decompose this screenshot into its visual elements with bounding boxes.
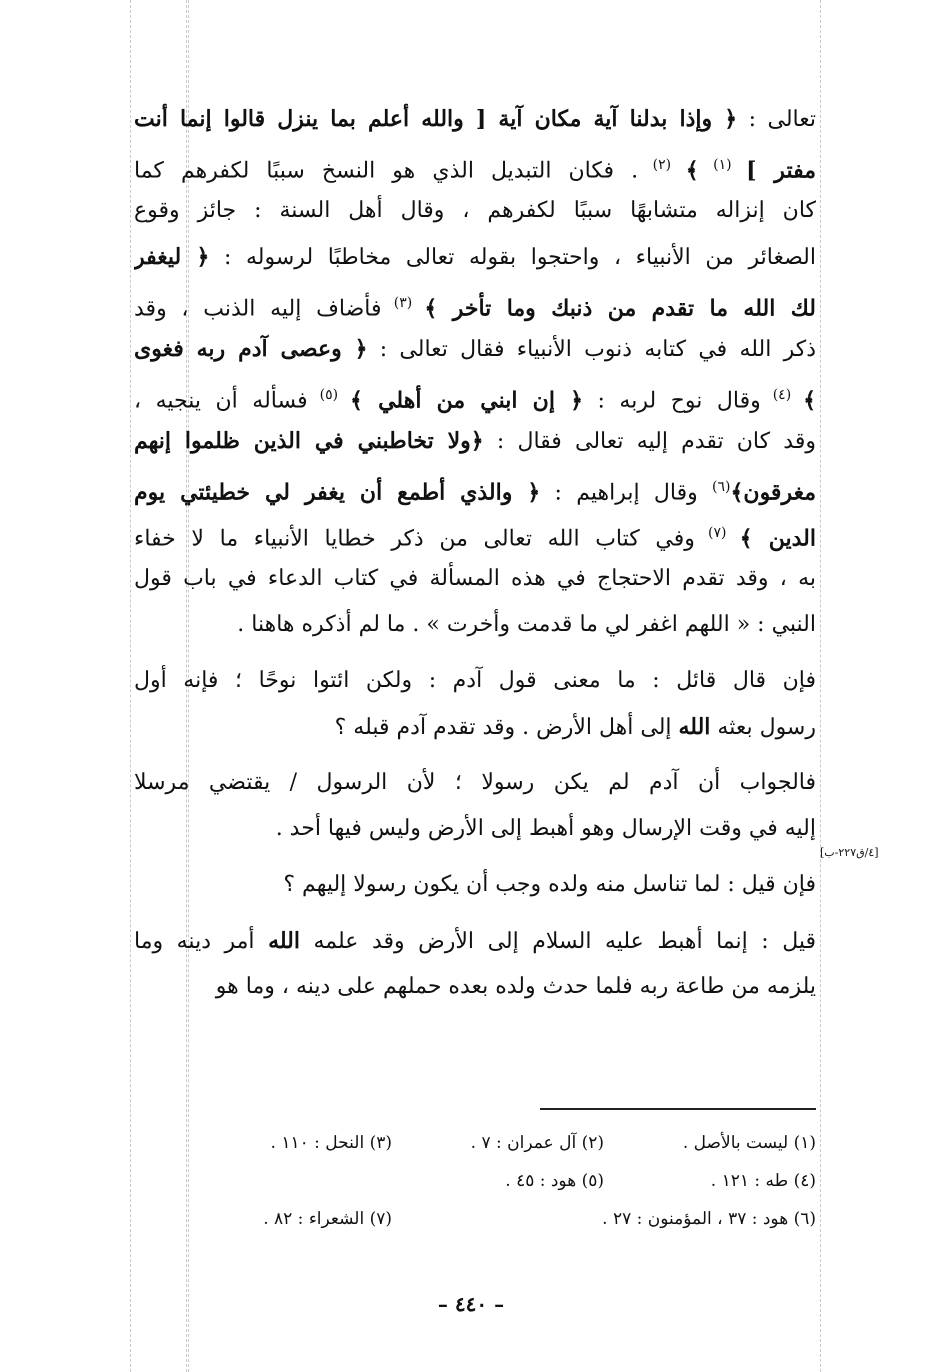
footnote-ref: (٢) (638, 157, 686, 173)
margin-note: [٤/ق٢٢٧-ب] (820, 846, 879, 859)
text-line (134, 372, 816, 418)
text-line (134, 760, 816, 806)
text-line (134, 862, 816, 908)
footnote-row (180, 1162, 816, 1200)
text-line (134, 280, 816, 326)
footnote-separator (540, 1108, 816, 1110)
text-segment: فأضاف إليه الذنب ، وقد (134, 296, 382, 322)
footnote: (٢) آل عمران : ٧ . (470, 1133, 604, 1153)
text-line (134, 418, 816, 464)
quran-verse: الدين ﴾ (739, 525, 816, 552)
text-segment: إلى أهل الأرض . وقد تقدم آدم قبله ؟ (334, 715, 679, 740)
text-segment: يلزمه من طاعة ربه فلما حدث ولده بعده حملهم على دينه ، وما هو (215, 974, 816, 999)
quran-verse: ﴿ وإذا بدلنا آية مكان آية [ والله أعلم بما ينزل قالوا إنما أنت (134, 106, 738, 132)
text-line (134, 658, 816, 704)
paragraph (134, 760, 816, 852)
text-segment: قيل : إنما أهبط عليه السلام إلى الأرض وقد علمه (299, 929, 816, 954)
paragraph (134, 658, 816, 750)
text-segment: كان إنزاله متشابهًا سببًا لكفرهم ، وقال أهل السنة : جائز وقوع (134, 198, 816, 223)
text-segment: النبي : « اللهم اغفر لي ما قدمت وأخرت » . ما لم أذكره هاهنا . (237, 612, 816, 637)
paragraph (134, 918, 816, 1010)
quran-verse: الله (268, 928, 300, 954)
quran-verse: الله (678, 714, 711, 740)
text-segment: وقال إبراهيم : (540, 480, 713, 506)
footnote-ref: (٧) (694, 525, 740, 541)
footnote: (٧) الشعراء : ٨٢ . (263, 1209, 392, 1229)
text-line (134, 326, 816, 372)
text-segment: أمر دينه وما (134, 929, 269, 954)
guide-line (820, 0, 821, 1372)
guide-line (130, 0, 131, 1372)
text-segment: إليه في وقت الإرسال وهو أهبط إلى الأرض وليس فيها أحد . (275, 816, 816, 841)
quran-verse: ﴿ إن ابني من أهلي ﴾ (350, 387, 584, 414)
text-segment: وفي كتاب الله تعالى من ذكر خطايا الأنبياء ما لا خفاء (134, 526, 695, 552)
main-text (134, 96, 816, 1020)
footnote-row (180, 1124, 816, 1162)
text-line (134, 142, 816, 188)
footnote: (٥) هود : ٤٥ . (505, 1171, 604, 1191)
text-segment: وقد كان تقدم إليه تعالى فقال : (483, 429, 816, 454)
text-segment: وقال نوح لربه : (583, 388, 761, 414)
quran-verse: ﴿ولا تخاطبني في الذين ظلموا إنهم (134, 428, 484, 454)
paragraph (134, 96, 816, 648)
page-number: – ٤٤٠ – (437, 1292, 505, 1316)
text-segment: الصغائر من الأنبياء ، واحتجوا بقوله تعالى مخاطبًا لرسوله : (209, 245, 816, 270)
text-segment: فإن قال قائل : ما معنى قول آدم : ولكن ائتوا نوحًا ؛ فإنه أول (134, 668, 816, 693)
quran-verse: مغرقون﴾ (730, 479, 816, 506)
text-segment: . فكان التبديل الذي هو النسخ سببًا لكفرهم كما (134, 158, 639, 184)
text-line (134, 556, 816, 602)
quran-verse: ﴿ ليغفر (134, 244, 210, 270)
text-line (134, 96, 816, 142)
text-line (134, 602, 816, 648)
text-line (134, 806, 816, 852)
text-line (134, 964, 816, 1010)
text-line (134, 510, 816, 556)
footnote: (١) ليست بالأصل . (682, 1133, 816, 1153)
text-line (134, 188, 816, 234)
footnote: (٤) طه : ١٢١ . (710, 1171, 816, 1191)
text-line (134, 464, 816, 510)
text-segment: ذكر الله في كتابه ذنوب الأنبياء فقال تعالى : (367, 337, 816, 362)
text-line (134, 234, 816, 280)
quran-verse: مفتر ] (746, 157, 816, 184)
text-segment: فإن قيل : لما تناسل منه ولده وجب أن يكون رسولا إليهم ؟ (283, 872, 816, 897)
text-segment: رسول بعثه (710, 715, 816, 740)
footnote: (٦) هود : ٣٧ ، المؤمنون : ٢٧ . (602, 1209, 816, 1229)
footnote: (٣) النحل : ١١٠ . (270, 1133, 392, 1153)
text-line (134, 704, 816, 750)
text-line (134, 918, 816, 964)
footnotes (180, 1124, 816, 1238)
paragraph (134, 862, 816, 908)
quran-verse: لك الله ما تقدم من ذنبك وما تأخر ﴾ (424, 295, 816, 322)
footnote-ref: (٥) (307, 387, 351, 403)
text-segment: فسأله أن ينجيه ، (134, 388, 308, 414)
quran-verse: ﴾ (803, 387, 816, 414)
quran-verse: ﴿ والذي أطمع أن يغفر لي خطيئتي يوم (134, 479, 541, 506)
text-segment: به ، وقد تقدم الاحتجاج في هذه المسألة في كتاب الدعاء في باب قول (134, 566, 816, 591)
text-segment: فالجواب أن آدم لم يكن رسولا ؛ لأن الرسول / يقتضي مرسلا (134, 770, 816, 795)
footnote-ref: (٣) (381, 295, 425, 311)
footnote-ref: (٤) (760, 387, 804, 403)
footnote-ref: (١) (698, 157, 747, 173)
footnote-ref: (٦) (712, 479, 731, 495)
footnote-row (180, 1200, 816, 1238)
quran-verse: ﴿ وعصى آدم ربه فغوى (134, 336, 368, 362)
quran-verse: ﴾ (685, 157, 699, 184)
text-segment: تعالى : (737, 107, 816, 132)
